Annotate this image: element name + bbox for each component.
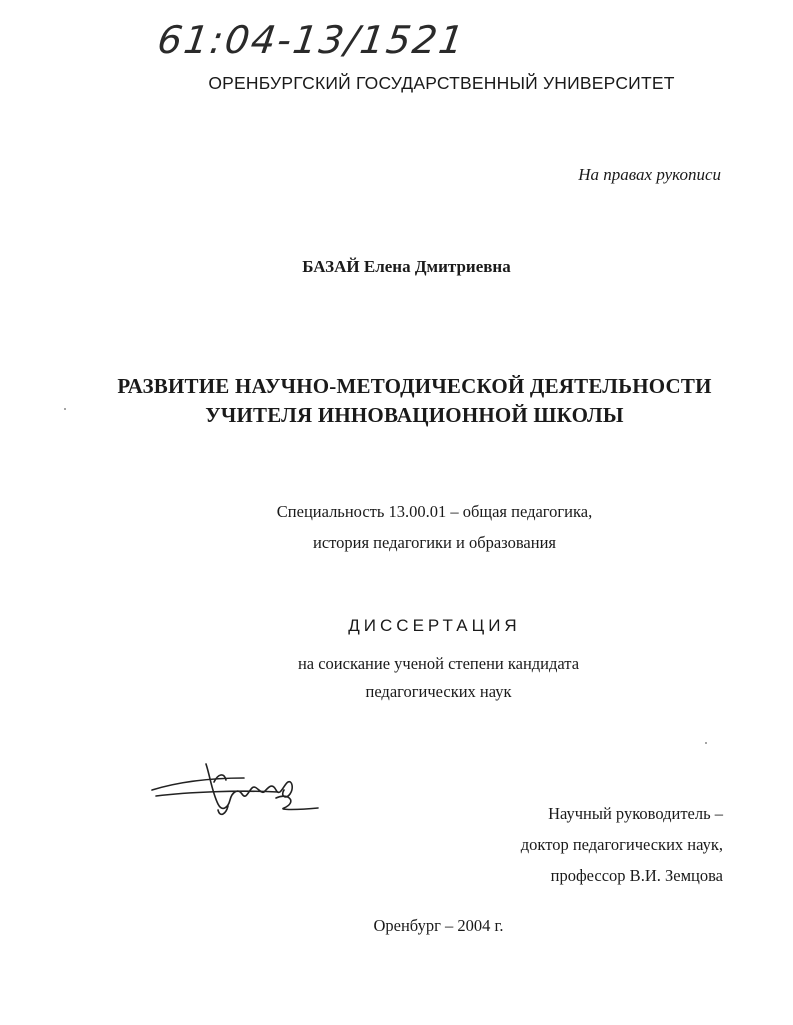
advisor-line-2: доктор педагогических наук,	[520, 835, 723, 854]
title-line-2: УЧИТЕЛЯ ИННОВАЦИОННОЙ ШКОЛЫ	[205, 403, 624, 427]
city-and-year: Оренбург – 2004 г.	[373, 916, 504, 935]
title-line-1: РАЗВИТИЕ НАУЧНО-МЕТОДИЧЕСКОЙ ДЕЯТЕЛЬНОСТИ	[117, 374, 712, 398]
advisor-line-1: Научный руководитель –	[548, 804, 723, 823]
speciality-block	[0, 496, 793, 558]
speciality-line-1: Специальность 13.00.01 – общая педагогика,	[276, 502, 593, 521]
manuscript-rights-note: На правах рукописи	[578, 165, 721, 184]
scientific-advisor	[521, 798, 723, 891]
scan-speck	[64, 408, 66, 410]
scan-speck	[705, 742, 707, 744]
dissertation-title	[0, 372, 793, 430]
degree-line-2: педагогических наук	[365, 682, 512, 701]
degree-block	[0, 650, 793, 706]
archive-code-handwritten: 61:04-13/1521	[154, 18, 469, 62]
university-name: ОРЕНБУРГСКИЙ ГОСУДАРСТВЕННЫЙ УНИВЕРСИТЕТ	[208, 73, 675, 93]
author-signature	[148, 752, 328, 824]
advisor-line-3: профессор В.И. Земцова	[550, 866, 723, 885]
speciality-line-2: история педагогики и образования	[312, 533, 556, 552]
degree-line-1: на соискание ученой степени кандидата	[297, 654, 580, 673]
author-name: БАЗАЙ Елена Дмитриевна	[302, 257, 511, 276]
dissertation-heading: ДИССЕРТАЦИЯ	[348, 616, 521, 635]
